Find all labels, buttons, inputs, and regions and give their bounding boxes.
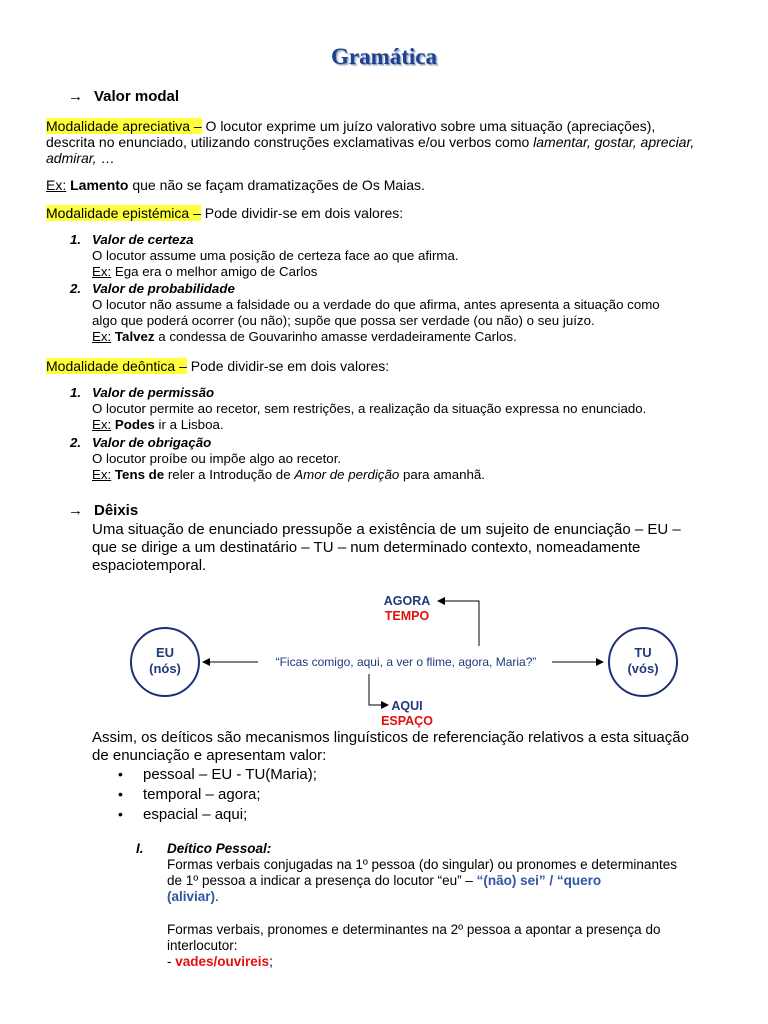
section-heading-deixis: [68, 502, 138, 519]
tu-label: TU: [634, 645, 652, 660]
ex-label: Ex:: [92, 329, 112, 344]
text-italic: admirar,: [46, 150, 97, 166]
ex-text: a condessa de Gouvarinho amasse verdadeiramente Carlos.: [154, 329, 517, 344]
item-title: Valor de permissão: [92, 385, 215, 400]
item-number: 1.: [70, 385, 82, 400]
aqui-label: AQUI: [391, 699, 423, 713]
item-text: O locutor permite ao recetor, sem restrições, a realização da situação expressa no enunciado.: [92, 401, 647, 416]
item-text: O locutor não assume a falsidade ou a verdade do que afirma, antes apresenta a situação como: [92, 297, 660, 312]
arrow-to-agora: [438, 601, 479, 646]
ex-label: Ex:: [92, 417, 112, 432]
example-highlight: (aliviar): [167, 889, 216, 904]
paragraph-deixis: [92, 521, 681, 575]
list-item: [70, 281, 660, 345]
label-deontica: Modalidade deôntica –: [46, 358, 187, 374]
bullet-text: pessoal – EU - TU(Maria);: [143, 766, 317, 783]
section-heading-valor-modal: [68, 88, 179, 105]
ex-text: ir a Lisboa.: [154, 417, 224, 432]
text: …: [96, 150, 115, 166]
bullet-icon: •: [118, 806, 123, 822]
nos-label: (nós): [149, 661, 181, 676]
text: Pode dividir-se em dois valores:: [186, 358, 390, 374]
text: O locutor exprime um juízo valorativo sobre uma situação (apreciações),: [201, 118, 656, 134]
ex-bold: Talvez: [114, 329, 155, 344]
text-line: [167, 889, 757, 905]
ex-text: Ega era o melhor amigo de Carlos: [111, 264, 318, 279]
list-item: [70, 385, 647, 433]
ex-bold: Lamento: [70, 177, 129, 193]
roman-numeral: [136, 841, 144, 857]
item-number: 2.: [70, 435, 82, 450]
bullet-text: espacial – aqui;: [143, 806, 248, 823]
text: ;: [269, 954, 273, 969]
deixis-diagram: [0, 588, 768, 728]
text: descrita no enunciado, utilizando construções exclamativas e/ou verbos como: [46, 134, 534, 150]
text-line: Uma situação de enunciado pressupõe a existência de um sujeito de enunciação – EU –: [92, 521, 681, 538]
ex-italic: Amor de perdição: [294, 467, 400, 482]
item-text: O locutor proíbe ou impõe algo ao recetor.: [92, 451, 342, 466]
deitico-pessoal-block: [167, 841, 757, 970]
right-arrow-icon: →: [68, 88, 83, 105]
heading-text: Valor modal: [94, 88, 180, 105]
ex-bold: Podes: [114, 417, 155, 432]
right-arrow-icon: →: [68, 502, 83, 519]
text: .: [215, 889, 219, 904]
arrow-to-aqui: [369, 674, 388, 705]
ex-text: reler a Introdução de: [164, 467, 295, 482]
list-item: [70, 232, 459, 280]
text-line: Formas verbais conjugadas na 1º pessoa (do singular) ou pronomes e determinantes: [167, 857, 677, 872]
text-line: de enunciação e apresentam valor:: [92, 747, 327, 764]
example-apreciativa: [46, 177, 425, 193]
item-title: Valor de probabilidade: [92, 281, 235, 296]
item-text: O locutor assume uma posição de certeza face ao que afirma.: [92, 248, 459, 263]
label-epistemica: Modalidade epistémica –: [46, 205, 201, 221]
item-example: [92, 467, 485, 483]
item-title: Valor de certeza: [92, 232, 194, 247]
ex-bold: Tens de: [114, 467, 165, 482]
bullet-text: temporal – agora;: [143, 786, 261, 803]
item-number: 1.: [70, 232, 82, 247]
paragraph-epistemica: [46, 205, 403, 221]
text-italic: lamentar, gostar, apreciar,: [533, 134, 695, 150]
subsection-title: Deítico Pessoal:: [167, 841, 272, 856]
ex-label: Ex:: [46, 177, 67, 193]
example-highlight: “(não) sei” / “quero: [476, 873, 602, 888]
list-item: [0, 806, 768, 826]
item-text: algo que poderá ocorrer (ou não); supõe que possa ser verdade (ou não) o seu juízo.: [92, 313, 595, 328]
list-item: [0, 786, 768, 806]
ex-text: que não se façam dramatizações de Os Maias.: [128, 177, 425, 193]
ex-label: Ex:: [92, 467, 112, 482]
paragraph-apreciativa: [46, 118, 736, 166]
espaco-label: ESPAÇO: [381, 714, 433, 728]
item-number: 2.: [70, 281, 82, 296]
bullet-icon: •: [118, 766, 123, 782]
text: -: [167, 954, 176, 969]
item-example: [92, 417, 646, 433]
text: Pode dividir-se em dois valores:: [200, 205, 404, 221]
text-line: interlocutor:: [167, 938, 238, 953]
bullet-list: [0, 766, 768, 826]
text-line: Assim, os deíticos são mecanismos linguísticos de referenciação relativos a esta situação: [92, 729, 689, 746]
item-title: Valor de obrigação: [92, 435, 212, 450]
ex-label: Ex:: [92, 264, 112, 279]
text: de 1º pessoa a indicar a presença do locutor “eu” –: [167, 873, 477, 888]
text-line: Formas verbais, pronomes e determinantes na 2º pessoa a apontar a presença do: [167, 922, 661, 937]
page-title: Gramática: [330, 44, 437, 69]
label-apreciativa: Modalidade apreciativa –: [46, 118, 202, 134]
bullet-icon: •: [118, 786, 123, 802]
list-item: [0, 766, 768, 786]
eu-label: EU: [155, 645, 175, 660]
vos-label: (vós): [627, 661, 659, 676]
paragraph-after-diagram: [92, 729, 689, 765]
list-item: [70, 435, 485, 483]
tempo-label: TEMPO: [384, 609, 430, 623]
example-highlight: vades/ouvireis: [175, 954, 270, 969]
text-line: [167, 954, 757, 970]
text-line: [167, 873, 757, 889]
item-example: [92, 264, 459, 280]
paragraph-deontica: [46, 358, 389, 374]
item-example: [92, 329, 660, 345]
heading-text: Dêixis: [94, 502, 139, 519]
roman-label: I.: [136, 841, 144, 856]
quote-text: “Ficas comigo, aqui, a ver o flime, agora, Maria?”: [275, 655, 537, 669]
text-line: que se dirige a um destinatário – TU – num determinado contexto, nomeadamente: [92, 539, 641, 556]
text-line: espaciotemporal.: [92, 557, 207, 574]
agora-label: AGORA: [383, 594, 431, 608]
ex-text: para amanhã.: [399, 467, 485, 482]
